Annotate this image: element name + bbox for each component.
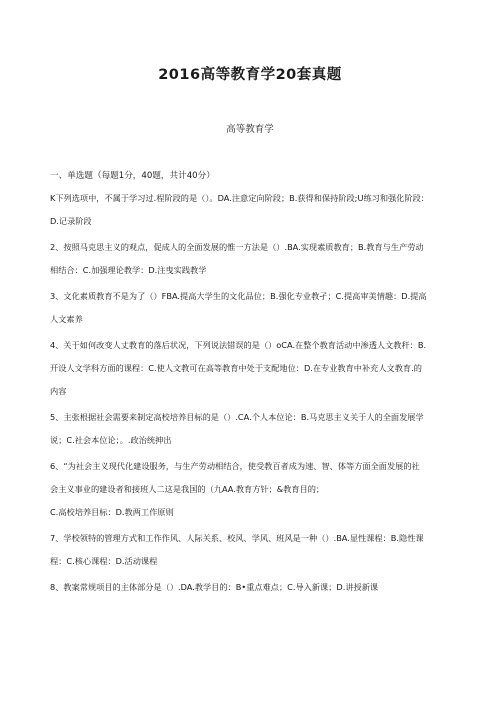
- question-line: 2、按照马克思主义的观点，促成人的全面发展的惟一方法是（）.BA.实现素质教育；B.教育与生产劳动: [50, 242, 424, 252]
- question-line: 相结合：C.加强理论教学：D.注曳实践教学: [50, 265, 207, 275]
- question-line: 5、主张根据社会需要来制定高校培养目标的是（）.CA.个人本位论：B.马克思主义关于人的全面发展学: [50, 412, 424, 422]
- question-line: 3、文化素质教育不是为了（）FBA.提高大学生的文化品位；B.强化专业教孑；C.提高审美情趣：D.提高: [50, 291, 427, 301]
- question-line: 会主义事业的建设者和接班人二这是我国的（九AA.教育方针；&教育目的；: [50, 484, 325, 494]
- question-item: [50, 334, 450, 403]
- question-item: [50, 527, 450, 573]
- question-line: 内容: [50, 386, 67, 396]
- question-line: 4、关于如何改变人丈教育的落后状况，下列说法错误的是（）oCA.在整个教育活动中渗透人文教秆：B.: [50, 340, 427, 350]
- question-line: 人文素养: [50, 314, 83, 324]
- question-item: [50, 406, 450, 452]
- question-line: C.高校培养目标：D.教两工作原则: [50, 507, 174, 517]
- question-line: 说；C.社会本位论；。.政治统抻出: [50, 435, 172, 445]
- question-line: K下列选项中，不属于学习过.程阶段的是（）。DA.注意定向阶段；B.获得和保持阶段;U练习和强化阶段：: [50, 193, 429, 203]
- question-line: 程：C.核心课程：D.活动课程: [50, 556, 158, 566]
- question-item: [50, 285, 450, 331]
- question-line: 开设人文学科方面的课程：C.使人文教可在高等教育中处于支配地位：D.在专业教育中补充人文教育.的: [50, 363, 422, 373]
- question-line: 7、学校领特的管理方式和工作作风、人际关系、校风、学风、班风是一种（）.BA.显性课程：B.隐性课: [50, 533, 424, 543]
- section-heading: 一、单选题（每题1分，40题，共计40分）: [50, 171, 215, 181]
- question-list: [50, 187, 450, 602]
- question-item: [50, 455, 450, 524]
- question-item: [50, 576, 450, 599]
- question-line: 8、教案常规项目的主体部分是（）.DA.教学目的：B•重点难点；C.导入新课；D.讲授新课: [50, 582, 379, 592]
- document-subtitle: 高等教育学: [226, 124, 274, 135]
- question-line: 6、“为社会主义现代化建设服务，与生产劳动相结合，使受教百者成为速、智、体等方面全面发展的社: [50, 461, 420, 471]
- document-title: 2016高等教育学20套真题: [158, 67, 342, 83]
- question-item: [50, 236, 450, 282]
- question-item: [50, 187, 450, 233]
- question-line: D.记录阶段: [50, 216, 92, 226]
